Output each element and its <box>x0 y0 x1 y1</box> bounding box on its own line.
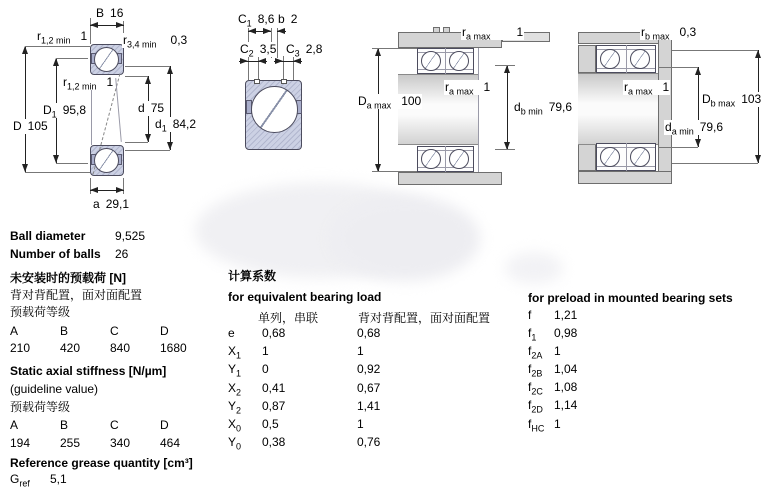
preload-value-A: 210 <box>10 341 31 355</box>
housing-band-bottom <box>398 172 502 185</box>
dim-label-B: B 16 <box>96 6 124 20</box>
ball <box>600 49 620 69</box>
ball <box>94 47 119 72</box>
factor-value-single: 0,41 <box>262 381 286 395</box>
gref-value: 5,1 <box>50 472 67 486</box>
calc-row-Y0 <box>228 435 380 454</box>
dim-arrow-C2-right <box>258 61 267 62</box>
extension-line <box>672 50 758 51</box>
dim-label-b: b 2 <box>278 12 298 26</box>
col-B: B <box>60 324 69 338</box>
preload-config-line: 背对背配置，面对面配置 <box>10 288 143 302</box>
dim-label-r12-top: $r_{1,2 min}$ 1 <box>37 29 88 46</box>
factor-label: $Y_0$ <box>228 435 242 452</box>
calc-header-row <box>228 311 490 326</box>
factor-value-paired: 0,76 <box>357 435 381 449</box>
dim-line-db <box>507 65 508 150</box>
preload-row-f1 <box>528 326 577 345</box>
calc-heading-en: for equivalent bearing load <box>228 290 382 304</box>
watermark-blob <box>505 252 563 284</box>
dim-label-Da: $D_{a max}$ 100 <box>358 94 422 111</box>
factor-value-paired: 1 <box>357 417 364 431</box>
factor-value-single: 0 <box>262 362 269 376</box>
extension-line <box>372 171 417 172</box>
preload-row-f2B <box>528 362 577 381</box>
factor-value-single: 0,68 <box>262 326 286 340</box>
factor-label: $f_{2C}$ <box>528 380 543 397</box>
stiffness-class-line: 预载荷等级 <box>10 400 71 414</box>
ball <box>94 148 119 173</box>
extension-line <box>495 65 515 66</box>
shaft-band-bottom <box>578 171 672 184</box>
factor-label: $X_0$ <box>228 417 242 434</box>
number-of-balls-value: 26 <box>115 247 129 261</box>
calc-row-Y2 <box>228 399 380 418</box>
col-D: D <box>160 324 169 338</box>
calc-col1-header: 单列，串联 <box>258 311 319 325</box>
dim-label-da: $d_{a min}$ 79,6 <box>665 120 724 137</box>
dim-label-d1: $d_1$ 84,2 <box>155 117 197 134</box>
dim-label-r34: $r_{3,4 min}$ 0,3 <box>123 33 188 50</box>
extension-line <box>125 150 170 151</box>
stiffness-values-row <box>10 436 210 451</box>
bearing-divider <box>445 146 446 172</box>
col-A: A <box>10 324 19 338</box>
ball <box>630 49 650 69</box>
preload-class-line: 预载荷等级 <box>10 305 71 319</box>
seal-groove <box>281 79 287 84</box>
dim-line-B <box>90 25 124 26</box>
dim-line-C2 <box>248 61 258 62</box>
stiffness-note: (guideline value) <box>10 382 99 396</box>
dim-line-C3 <box>283 61 293 62</box>
ball <box>251 86 298 133</box>
factor-label: f <box>528 308 532 322</box>
extension-line <box>125 76 148 77</box>
dim-label-Db: $D_{b max}$ 103 <box>702 92 762 109</box>
factor-label: $f_{2A}$ <box>528 344 543 361</box>
factor-label: $f_{2B}$ <box>528 362 543 379</box>
grease-row <box>10 472 67 491</box>
col-A: A <box>10 418 19 432</box>
dim-arrow-C3-right <box>293 61 302 62</box>
bearing-divider <box>626 143 627 171</box>
factor-label: $Y_1$ <box>228 362 242 379</box>
seal-groove <box>254 79 260 84</box>
factor-value-paired: 0,68 <box>357 326 381 340</box>
dim-arrow-b-right <box>277 31 286 32</box>
watermark-blob <box>330 196 480 281</box>
factor-value: 1,08 <box>554 380 578 394</box>
dim-arrow-C2-left <box>239 61 248 62</box>
number-of-balls-row <box>10 247 128 262</box>
factor-label: e <box>228 326 235 340</box>
spacer-lug <box>443 27 450 33</box>
extension-line <box>658 67 698 68</box>
ball <box>449 51 469 71</box>
bore-edge <box>478 48 479 172</box>
factor-value-single: 0,87 <box>262 399 286 413</box>
dim-label-D: D 105 <box>13 119 48 133</box>
calc-row-X1 <box>228 344 364 363</box>
dim-label-r12-mid: $r_{1,2 min}$ 1 <box>63 75 114 92</box>
dim-label-rb-top: $r_{b max}$ 0,3 <box>641 25 697 42</box>
extension-line <box>658 147 698 148</box>
factor-value-single: 1 <box>262 344 269 358</box>
dim-label-ra-mid: $r_{a max}$ 1 <box>445 80 491 97</box>
dim-label-C3: $C_3$ 2,8 <box>286 42 323 59</box>
dim-line-D <box>25 46 26 172</box>
preload-values-row <box>10 341 210 356</box>
col-C: C <box>110 418 119 432</box>
calc-heading-zh: 计算系数 <box>228 269 277 283</box>
stiffness-value-A: 194 <box>10 436 31 450</box>
ball-diameter-label: Ball diameter <box>10 229 86 243</box>
ball <box>449 149 469 169</box>
factor-value: 1 <box>554 417 561 431</box>
factor-label: $X_2$ <box>228 381 242 398</box>
extension-line <box>25 46 90 47</box>
ball <box>630 147 650 167</box>
ball <box>421 149 441 169</box>
dim-arrow-C3-left <box>274 61 283 62</box>
calc-row-e <box>228 326 380 345</box>
factor-value: 1,21 <box>554 308 578 322</box>
preload-row-f2D <box>528 398 577 417</box>
gref-label: $G_{ref}$ <box>10 472 30 489</box>
factor-value: 1,04 <box>554 362 578 376</box>
dim-label-C2: $C_2$ 3,5 <box>240 42 277 59</box>
grease-heading: Reference grease quantity [cm³] <box>10 456 193 470</box>
calc-row-X0 <box>228 417 364 436</box>
dim-label-ra-mid: $r_{a max}$ 1 <box>624 80 670 97</box>
extension-line <box>372 48 417 49</box>
preload-row-fHC <box>528 417 561 436</box>
factor-label: $f_1$ <box>528 326 537 343</box>
extension-line <box>25 172 90 173</box>
factor-value: 0,98 <box>554 326 578 340</box>
bearing-divider <box>626 45 627 73</box>
ball <box>600 147 620 167</box>
preload-value-D: 1680 <box>160 341 187 355</box>
factor-value: 1 <box>554 344 561 358</box>
spacer-lug <box>433 27 440 33</box>
factor-label: $Y_2$ <box>228 399 242 416</box>
calc-row-X2 <box>228 381 380 400</box>
factor-value-single: 0,38 <box>262 435 286 449</box>
col-C: C <box>110 324 119 338</box>
dim-label-C1: $C_1$ 8,6 <box>238 12 275 29</box>
stiffness-value-C: 340 <box>110 436 131 450</box>
extension-line <box>125 142 148 143</box>
dim-label-db: $d_{b min}$ 79,6 <box>514 100 573 117</box>
bearing-divider <box>445 48 446 74</box>
col-B: B <box>60 418 69 432</box>
stiffness-heading: Static axial stiffness [N/µm] <box>10 364 167 378</box>
factor-label: $f_{2D}$ <box>528 398 543 415</box>
factor-value: 1,14 <box>554 398 578 412</box>
dim-label-D1: $D_1$ 95,8 <box>43 103 87 120</box>
preload-row-f2A <box>528 344 561 363</box>
extension-line <box>125 66 170 67</box>
col-D: D <box>160 418 169 432</box>
ball-diameter-row <box>10 229 145 244</box>
preload-row-f <box>528 308 577 327</box>
factor-value-single: 0,5 <box>262 417 279 431</box>
ball-diameter-value: 9,525 <box>115 229 146 243</box>
dim-label-d: d 75 <box>138 101 165 115</box>
factor-value-paired: 1 <box>357 344 364 358</box>
factor-label: $f_{HC}$ <box>528 417 545 434</box>
stiffness-value-D: 464 <box>160 436 181 450</box>
calc-row-Y1 <box>228 362 380 381</box>
calc-col2-header: 背对背配置，面对面配置 <box>358 311 491 325</box>
dim-label-ra-top: $r_{a max}$ 1 <box>462 25 524 42</box>
preload-factors-heading: for preload in mounted bearing sets <box>528 291 733 305</box>
preload-class-header-row <box>10 324 210 339</box>
stiffness-class-header-row <box>10 418 210 433</box>
extension-line <box>283 56 284 80</box>
extension-line <box>56 163 88 164</box>
shoulder-stub <box>578 143 596 171</box>
stiffness-value-B: 255 <box>60 436 81 450</box>
dim-arrow-b-left <box>262 31 271 32</box>
preload-value-B: 420 <box>60 341 81 355</box>
factor-value-paired: 0,92 <box>357 362 381 376</box>
preload-value-C: 840 <box>110 341 131 355</box>
factor-value-paired: 0,67 <box>357 381 381 395</box>
ball <box>421 51 441 71</box>
dim-label-a: a 29,1 <box>93 197 130 211</box>
preload-row-f2C <box>528 380 577 399</box>
shoulder-stub <box>578 45 596 73</box>
spacer <box>228 311 258 326</box>
number-of-balls-label: Number of balls <box>10 247 101 261</box>
preload-heading: 未安装时的预载荷 [N] <box>10 271 126 285</box>
raceway-line <box>115 78 122 142</box>
dim-line-d1 <box>170 66 171 150</box>
extension-line <box>56 58 88 59</box>
factor-value-paired: 1,41 <box>357 399 381 413</box>
extension-line <box>672 163 758 164</box>
abutment-wall <box>658 32 672 184</box>
factor-label: $X_1$ <box>228 344 242 361</box>
dim-line-a <box>90 190 124 191</box>
extension-line <box>495 149 515 150</box>
